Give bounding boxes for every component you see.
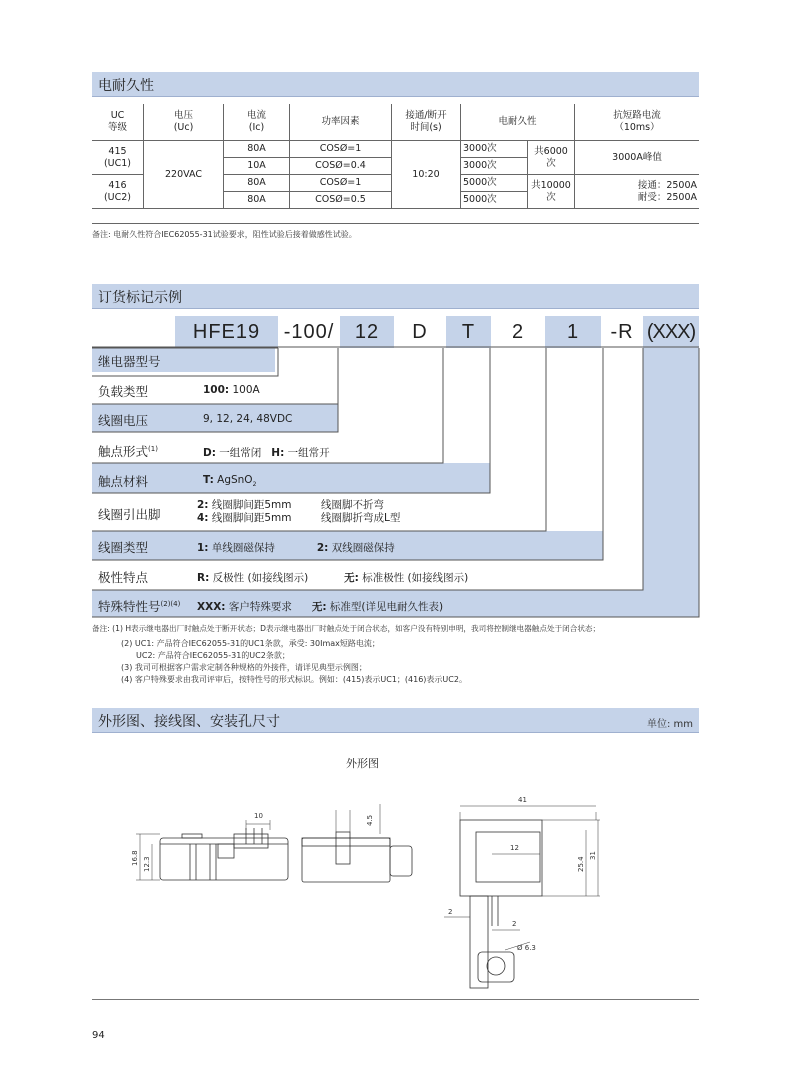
value-coil-pins: 2: 线圈脚间距5mm 线圈脚不折弯 4: 线圈脚间距5mm 线圈脚折弯成L型 [197, 499, 401, 524]
end-view-drawing [302, 804, 412, 882]
dim-label: 10 [254, 812, 263, 820]
dim-label: 41 [518, 796, 527, 804]
cell-uc2: 416 (UC2) [92, 175, 144, 209]
ordering-note-2: (2) UC1: 产品符合IEC62055-31的UC1条款，承受: 30Imax短路电流； [121, 639, 380, 648]
ordering-note-3: (3) 我司可根据客户需求定制各种规格的外接件，请详见典型示例图； [121, 663, 367, 672]
ordering-note-1: 备注: (1) H表示继电器出厂时触点处于断开状态；D表示继电器出厂时触点处于闭合状态，如客户没有特别申明，我司将控制继电器触点处于闭合状态； [92, 624, 601, 633]
cell-short-circuit: 接通：2500A 耐受：2500A [575, 175, 700, 209]
durability-note: 备注: 电耐久性符合IEC62055-31试验要求，阻性试验后接着做感性试验。 [92, 230, 357, 239]
value-contact-material: T: AgSnO$_2$ [203, 474, 257, 489]
label-coil-type: 线圈类型 [98, 540, 149, 555]
label-relay-model: 继电器型号 [98, 354, 161, 369]
header-current: 电流 (Ic) [224, 104, 290, 141]
cell-pf: COSØ=1 [290, 175, 392, 192]
cell-current: 10A [224, 158, 290, 175]
cell-uc1: 415 (UC1) [92, 141, 144, 175]
label-contact-form: 触点形式$^{(1)}$ [98, 444, 158, 459]
ordering-note-2b: UC2: 产品符合IEC62055-31的UC2条款； [136, 651, 290, 660]
code-voltage: 12 [340, 316, 394, 348]
dim-label: 25.4 [577, 856, 585, 872]
cell-time: 10:20 [392, 141, 461, 209]
header-uc: UC 等级 [92, 104, 144, 141]
section-title: 订货标记示例 [98, 290, 182, 306]
label-load-type: 负载类型 [98, 384, 149, 399]
code-pins: 2 [511, 321, 525, 343]
ordering-note-4: (4) 客户特殊要求由我司评审后，按特性号的形式标识。例如：(415)表示UC1；(416)表示UC2。 [121, 675, 467, 684]
dim-label: 2 [448, 908, 453, 916]
cell-short-circuit: 3000A峰值 [575, 141, 700, 175]
header-power-factor: 功率因素 [290, 104, 392, 141]
cell-pf: COSØ=0.4 [290, 158, 392, 175]
code-contact-form: D [412, 321, 428, 343]
code-series: HFE19 [175, 316, 278, 348]
code-coil-type: 1 [545, 316, 601, 348]
code-polarity: -R [610, 321, 634, 343]
cell-cycles: 5000次 [461, 175, 528, 192]
unit-label: 单位: mm [646, 719, 693, 730]
dim-label: Ø 6.3 [517, 944, 536, 952]
dim-label: 31 [589, 851, 597, 860]
cell-pf: COSØ=1 [290, 141, 392, 158]
cell-current: 80A [224, 175, 290, 192]
dim-label: 2 [512, 920, 517, 928]
header-short-circuit: 抗短路电流 （10ms） [575, 104, 700, 141]
cell-pf: COSØ=0.5 [290, 192, 392, 209]
label-coil-pins: 线圈引出脚 [98, 507, 161, 522]
value-load-type: 100: 100A [203, 384, 260, 396]
value-polarity: R: 反极性 (如接线图示) 无: 标准极性 (如接线图示) [197, 572, 469, 584]
page-number: 94 [92, 1030, 105, 1041]
value-coil-type: 1: 单线圈磁保持 2: 双线圈磁保持 [197, 542, 395, 554]
code-load: -100/ [283, 321, 335, 343]
cell-voltage: 220VAC [144, 141, 224, 209]
dim-label: 12 [510, 844, 519, 852]
cell-total: 共10000次 [528, 175, 575, 209]
dim-label: 16.8 [131, 850, 139, 866]
value-special-code: XXX: 客户特殊要求 无: 标准型(详见电耐久性表) [197, 601, 444, 613]
label-special-code: 特殊特性号$^{(2)(4)}$ [98, 599, 181, 614]
section-header-dimensions [92, 708, 699, 733]
section-title: 外形图、接线图、安装孔尺寸 [98, 714, 280, 730]
dim-label: 4.5 [366, 814, 374, 826]
header-endurance: 电耐久性 [461, 104, 575, 141]
label-coil-voltage: 线圈电压 [98, 413, 149, 428]
footer-rule [92, 999, 699, 1000]
cell-cycles: 3000次 [461, 158, 528, 175]
header-on-off-time: 接通/断开 时间(s) [392, 104, 461, 141]
header-voltage: 电压 (Uc) [144, 104, 224, 141]
dim-label: 12.3 [143, 856, 151, 872]
section-title: 电耐久性 [98, 78, 154, 94]
cell-cycles: 5000次 [461, 192, 528, 209]
side-view-drawing [136, 820, 288, 880]
label-polarity: 极性特点 [98, 570, 149, 585]
value-coil-voltage: 9, 12, 24, 48VDC [203, 413, 293, 425]
code-material: T [446, 316, 491, 348]
top-view-drawing [444, 806, 600, 988]
code-special: (XXX) [643, 316, 699, 348]
cell-total: 共6000次 [528, 141, 575, 175]
label-contact-material: 触点材料 [98, 474, 149, 489]
cell-cycles: 3000次 [461, 141, 528, 158]
outline-drawing-title: 外形图 [346, 757, 379, 770]
value-contact-form: D: 一组常闭 H: 一组常开 [203, 447, 330, 459]
cell-current: 80A [224, 192, 290, 209]
outline-drawings [0, 780, 793, 990]
cell-current: 80A [224, 141, 290, 158]
